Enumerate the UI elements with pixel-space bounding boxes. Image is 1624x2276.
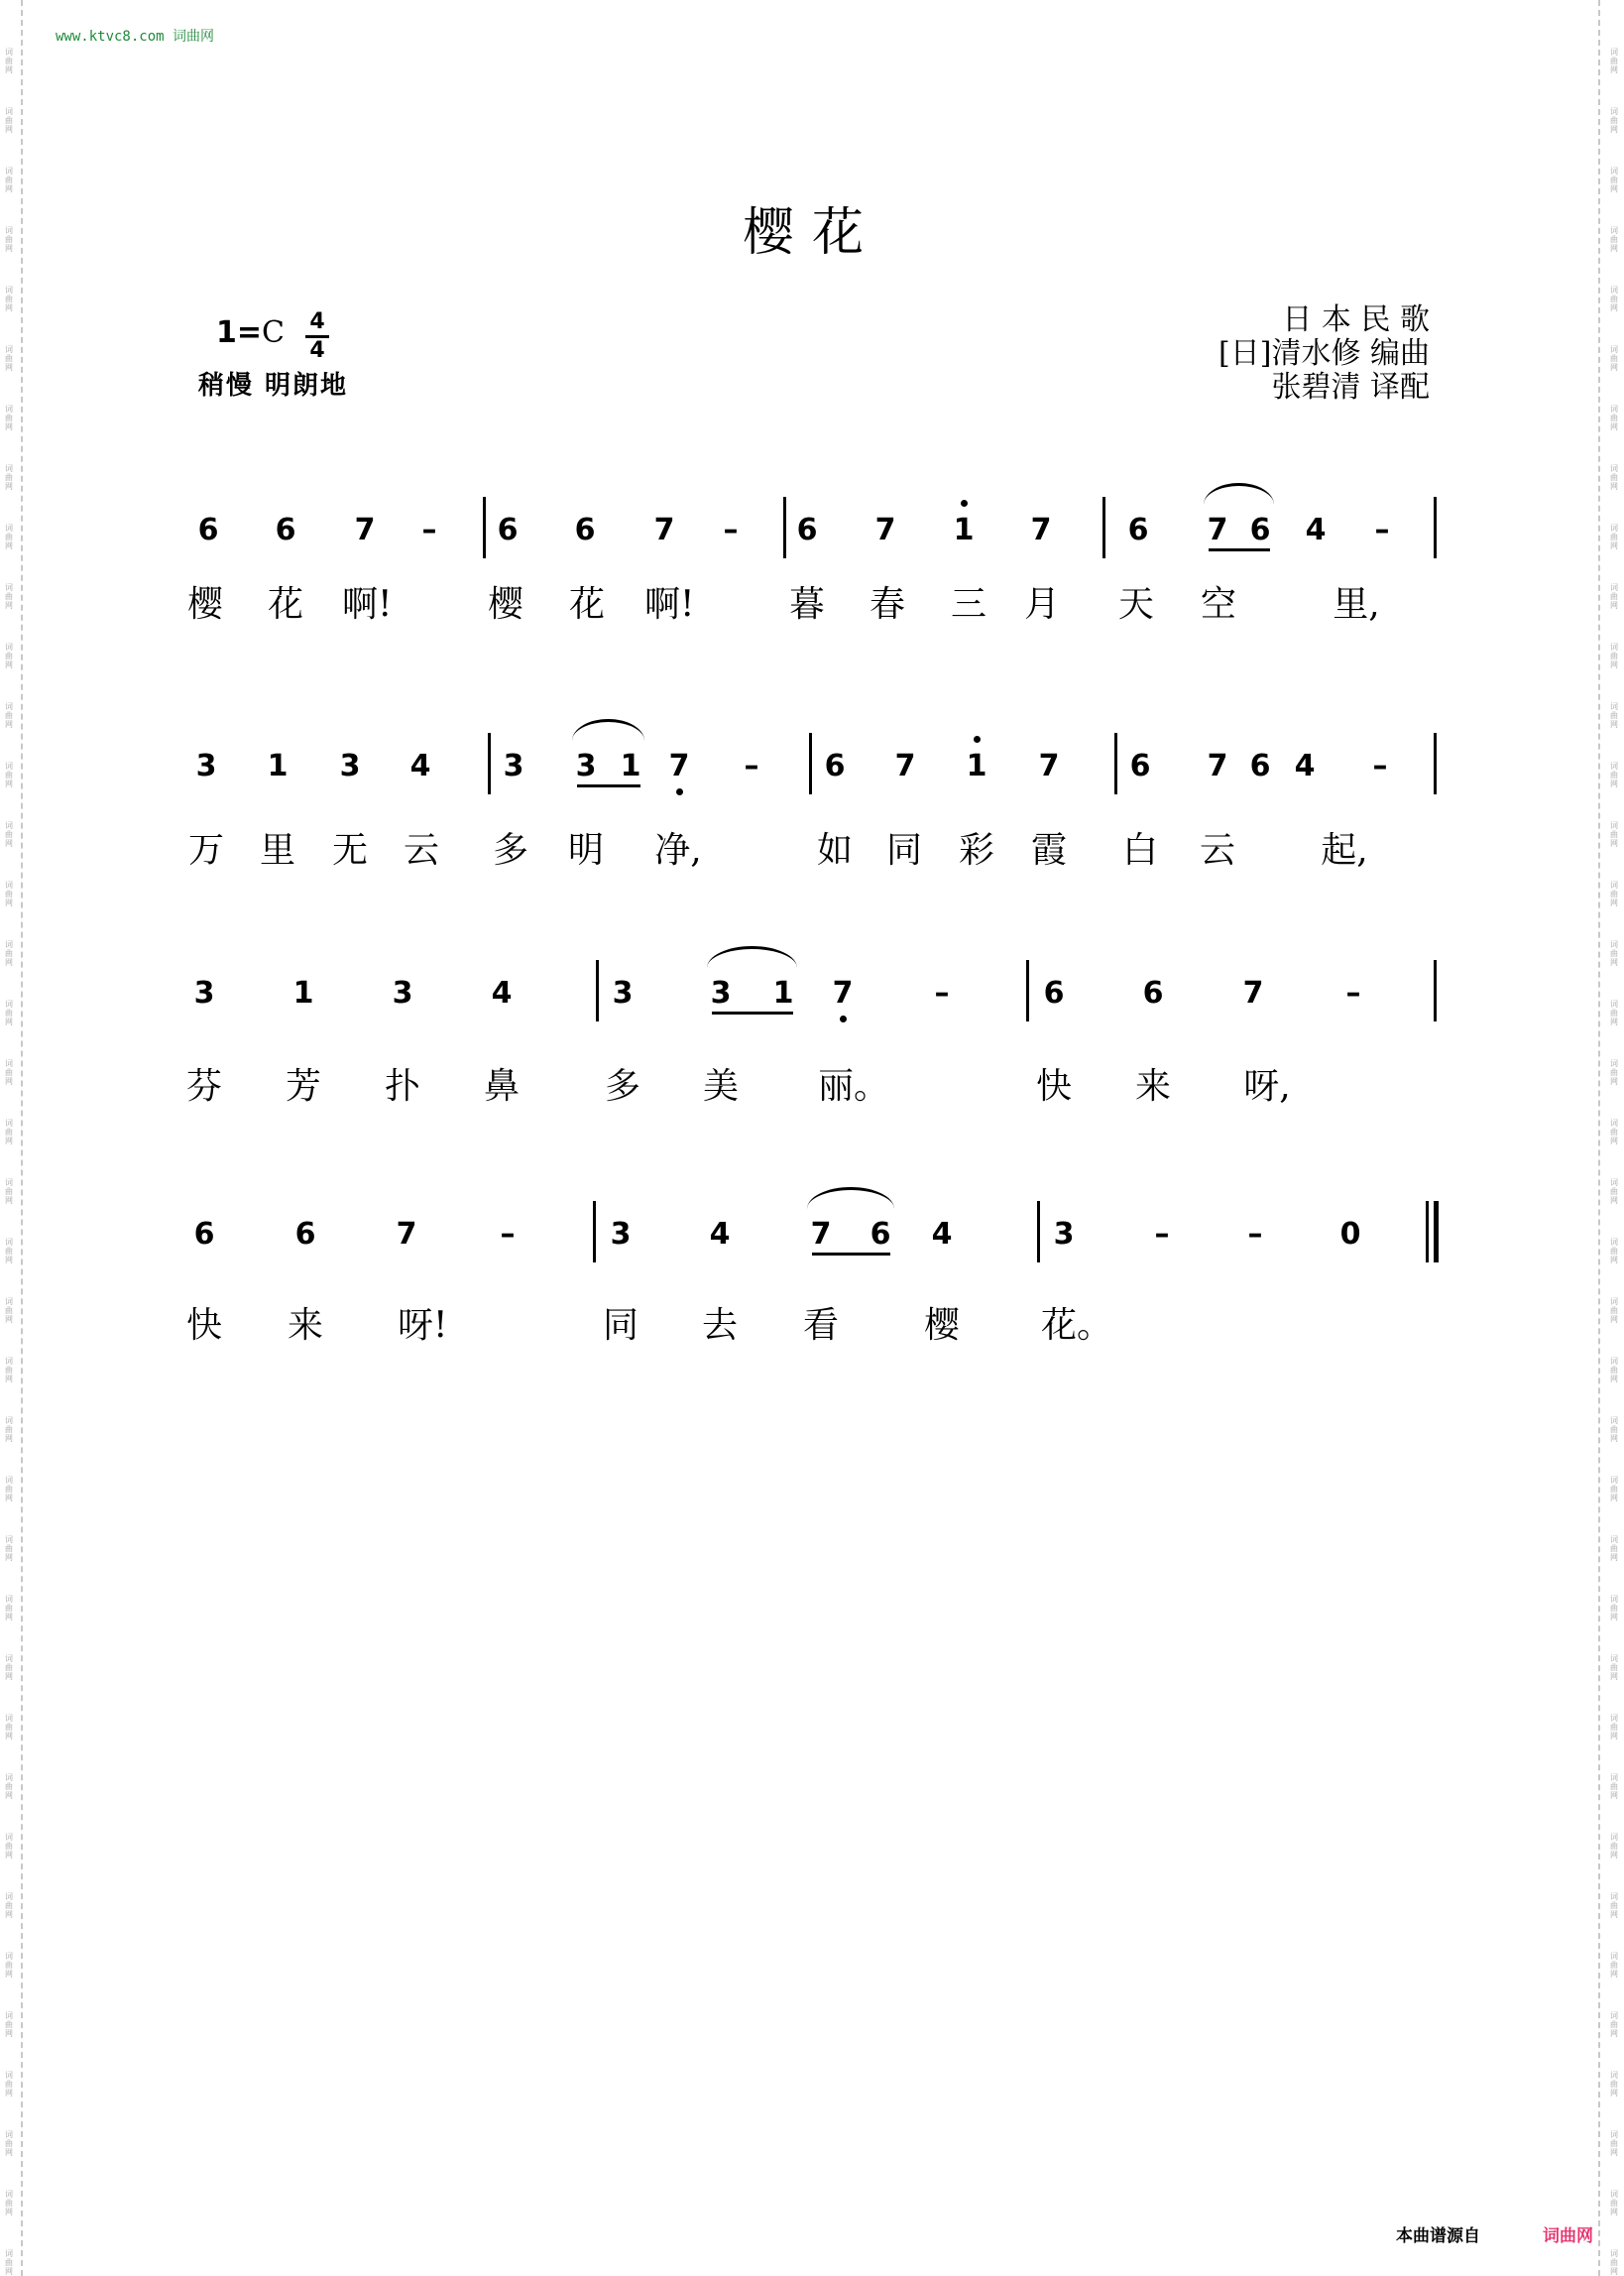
low-octave-dot [676,788,683,795]
lyric-syllable: 鼻 [483,1066,520,1107]
note-6: 6 [824,749,846,783]
time-numerator: 4 [309,309,325,334]
lyric-syllable: 来 [1134,1066,1171,1107]
eighth-underline [712,1012,793,1015]
edge-watermark: 词 曲 网 [1610,583,1618,610]
lyric-syllable: 扑 [384,1066,420,1107]
edge-watermark: 词 曲 网 [5,643,13,669]
credits-block [1218,303,1430,405]
edge-watermark: 词 曲 网 [5,1595,13,1621]
note-6: 6 [275,513,296,547]
edge-watermark: 词 曲 网 [5,1654,13,1681]
note-7: 7 [1207,749,1228,783]
edge-watermark: 词 曲 网 [5,583,13,610]
edge-watermark: 词 曲 网 [5,940,13,967]
edge-watermark: 词 曲 网 [1610,821,1618,848]
edge-watermark: 词 曲 网 [5,1238,13,1264]
edge-watermark: 词 曲 网 [5,2071,13,2097]
note-6: 6 [294,1217,316,1252]
edge-watermark: 词 曲 网 [1610,405,1618,431]
lyric-syllable: 樱 [923,1305,960,1346]
barline [1434,733,1437,794]
lyric-syllable: 芳 [285,1066,321,1107]
edge-watermark: 词 曲 网 [1610,1595,1618,1621]
edge-watermark: 词 曲 网 [1610,702,1618,729]
sustain-dash: – [934,976,950,1011]
lyric-syllable: 多 [604,1066,640,1107]
key-letter: C [262,315,285,350]
edge-watermark: 词 曲 网 [5,48,13,74]
note-3: 3 [610,1217,632,1252]
edge-watermark: 词 曲 网 [1610,1773,1618,1800]
lyric-syllable: 彩 [958,830,994,871]
barline [809,733,812,794]
note-4: 4 [1294,749,1316,783]
note-7: 7 [1030,513,1052,547]
edge-watermark: 词 曲 网 [5,2249,13,2276]
edge-watermark: 词 曲 网 [1610,1238,1618,1264]
edge-watermark: 词 曲 网 [1610,762,1618,788]
lyric-syllable: 快 [1035,1066,1072,1107]
edge-watermark: 词 曲 网 [5,1892,13,1919]
lyric-syllable: 看 [802,1305,839,1346]
sustain-dash: – [1154,1217,1170,1252]
edge-watermark: 词 曲 网 [5,107,13,134]
note-7: 7 [874,513,896,547]
note-7: 7 [810,1217,832,1252]
edge-watermark: 词 曲 网 [5,167,13,193]
note-1: 1 [292,976,314,1011]
note-7: 7 [832,976,854,1011]
edge-watermark: 词 曲 网 [1610,1476,1618,1502]
lyric-syllable: 同 [602,1305,638,1346]
edge-watermark: 词 曲 网 [5,1416,13,1443]
credit-arranger: [日]清水修 编曲 [1218,336,1430,371]
note-4: 4 [1305,513,1327,547]
lyric-syllable: 明 [567,830,604,871]
key-prefix: 1= [216,315,263,350]
note-7: 7 [653,513,675,547]
edge-watermark: 词 曲 网 [1610,1059,1618,1086]
note-7: 7 [1207,513,1228,547]
edge-watermark: 词 曲 网 [1610,2249,1618,2276]
note-6: 6 [1142,976,1164,1011]
tie-arc [1204,483,1274,505]
low-octave-dot [840,1016,847,1022]
edge-watermark: 词 曲 网 [1610,1654,1618,1681]
edge-watermark: 词 曲 网 [5,524,13,550]
credit-origin: 日 本 民 歌 [1282,302,1430,337]
note-6: 6 [1249,513,1271,547]
edge-watermark: 词 曲 网 [5,1119,13,1145]
edge-watermark: 词 曲 网 [1610,2011,1618,2038]
edge-watermark: 词 曲 网 [1610,1535,1618,1562]
note-7: 7 [1242,976,1264,1011]
edge-watermark: 词 曲 网 [5,1357,13,1383]
footer-site-link[interactable]: 词曲网 [1543,2226,1593,2246]
key-signature [216,315,285,350]
edge-watermark: 词 曲 网 [1610,940,1618,967]
lyric-syllable: 春 [869,584,905,625]
lyric-syllable: 花。 [1041,1305,1113,1346]
tempo-marking: 稍慢 明朗地 [198,371,349,401]
note-6: 6 [870,1217,891,1252]
right-border-line [1598,0,1600,2276]
high-octave-dot [974,736,981,743]
eighth-underline [1209,548,1270,551]
note-3: 3 [339,749,361,783]
note-6: 6 [1043,976,1065,1011]
edge-watermark: 词 曲 网 [1610,345,1618,372]
barline [483,497,486,558]
edge-watermark: 词 曲 网 [1610,2190,1618,2216]
footer-source-label: 本曲谱源自 [1396,2226,1480,2246]
barline [488,733,491,794]
note-6: 6 [197,513,219,547]
edge-watermark: 词 曲 网 [1610,1178,1618,1205]
barline [783,497,786,558]
edge-watermark: 词 曲 网 [5,1059,13,1086]
lyric-syllable: 里 [259,830,295,871]
site-url: www.ktvc8.com [56,29,165,45]
note-3: 3 [195,749,217,783]
note-6: 6 [1249,749,1271,783]
lyric-syllable: 快 [185,1305,222,1346]
note-4: 4 [491,976,513,1011]
edge-watermark: 词 曲 网 [5,1476,13,1502]
edge-watermark: 词 曲 网 [1610,1000,1618,1026]
edge-watermark: 词 曲 网 [5,2130,13,2157]
edge-watermark: 词 曲 网 [1610,286,1618,312]
barline [1434,497,1437,558]
sustain-dash: – [1374,513,1390,547]
credit-translator: 张碧清 译配 [1271,370,1430,405]
sustain-dash: – [1247,1217,1263,1252]
site-name: 词曲网 [173,29,215,45]
lyric-syllable: 去 [701,1305,738,1346]
note-6: 6 [497,513,519,547]
note-1: 1 [772,976,794,1011]
note-6: 6 [193,1217,215,1252]
lyric-syllable: 空 [1200,584,1236,625]
final-barline-thick [1434,1201,1439,1262]
note-3: 3 [1053,1217,1075,1252]
edge-watermark: 词 曲 网 [1610,2071,1618,2097]
edge-watermark: 词 曲 网 [5,1952,13,1978]
lyric-syllable: 樱 [186,584,223,625]
note-7: 7 [1038,749,1060,783]
edge-watermark: 词 曲 网 [5,226,13,253]
tie-arc [807,1187,894,1209]
edge-watermark: 词 曲 网 [1610,1833,1618,1859]
edge-watermark: 词 曲 网 [5,286,13,312]
lyric-syllable: 花 [267,584,303,625]
eighth-underline [812,1253,890,1256]
note-1: 1 [267,749,289,783]
edge-watermark: 词 曲 网 [1610,464,1618,491]
barline [1434,960,1437,1021]
time-signature [303,309,331,364]
edge-watermark: 词 曲 网 [5,1000,13,1026]
barline [1026,960,1029,1021]
barline [596,960,599,1021]
edge-watermark: 词 曲 网 [5,821,13,848]
lyric-syllable: 樱 [487,584,523,625]
song-title: 樱花 [742,203,881,263]
lyric-syllable: 白 [1121,830,1158,871]
sustain-dash: – [500,1217,516,1252]
note-3: 3 [193,976,215,1011]
lyric-syllable: 呀, [1243,1066,1291,1107]
edge-watermark: 词 曲 网 [5,1297,13,1324]
lyric-syllable: 三 [950,584,986,625]
lyric-syllable: 啊! [342,584,393,625]
final-barline-thin [1426,1201,1429,1262]
edge-watermark: 词 曲 网 [5,1178,13,1205]
note-6: 6 [1129,749,1151,783]
lyric-syllable: 起, [1321,830,1368,871]
barline [1102,497,1105,558]
lyric-syllable: 花 [568,584,605,625]
note-3: 3 [503,749,524,783]
edge-watermark: 词 曲 网 [5,881,13,907]
sustain-dash: – [1345,976,1361,1011]
edge-watermark: 词 曲 网 [5,2011,13,2038]
sustain-dash: – [723,513,739,547]
barline [1037,1201,1040,1262]
edge-watermark: 词 曲 网 [1610,524,1618,550]
left-border-line [21,0,23,2276]
edge-watermark: 词 曲 网 [1610,1952,1618,1978]
edge-watermark: 词 曲 网 [5,1714,13,1740]
high-octave-dot [961,500,968,507]
edge-watermark: 词 曲 网 [1610,881,1618,907]
lyric-syllable: 美 [702,1066,739,1107]
edge-watermark: 词 曲 网 [5,1833,13,1859]
edge-watermark: 词 曲 网 [1610,643,1618,669]
edge-watermark: 词 曲 网 [5,702,13,729]
lyric-syllable: 月 [1023,584,1060,625]
lyric-syllable: 天 [1117,584,1154,625]
edge-watermark: 词 曲 网 [5,2190,13,2216]
edge-watermark: 词 曲 网 [5,464,13,491]
note-7: 7 [354,513,376,547]
lyric-syllable: 云 [403,830,439,871]
edge-watermark: 词 曲 网 [1610,1119,1618,1145]
tie-arc [572,719,644,741]
lyric-syllable: 同 [885,830,922,871]
edge-watermark: 词 曲 网 [1610,48,1618,74]
note-1: 1 [953,513,975,547]
lyric-syllable: 无 [331,830,368,871]
note-4: 4 [409,749,431,783]
note-7: 7 [396,1217,417,1252]
lyric-syllable: 芬 [185,1066,222,1107]
note-3: 3 [575,749,597,783]
note-1: 1 [966,749,987,783]
lyric-syllable: 呀! [398,1305,448,1346]
edge-watermark: 词 曲 网 [1610,226,1618,253]
edge-watermark: 词 曲 网 [5,405,13,431]
lyric-syllable: 如 [816,830,853,871]
lyric-syllable: 暮 [788,584,825,625]
barline [1114,733,1117,794]
lyric-syllable: 万 [187,830,224,871]
lyric-syllable: 啊! [644,584,695,625]
time-denominator: 4 [309,338,325,363]
site-header [56,26,214,46]
note-4: 4 [931,1217,953,1252]
note-0: 0 [1339,1217,1361,1252]
lyric-syllable: 丽。 [818,1066,890,1107]
edge-watermark: 词 曲 网 [1610,2130,1618,2157]
lyric-syllable: 净, [654,830,702,871]
note-6: 6 [1127,513,1149,547]
edge-watermark: 词 曲 网 [5,762,13,788]
edge-watermark: 词 曲 网 [1610,1357,1618,1383]
note-7: 7 [668,749,690,783]
sustain-dash: – [1372,749,1388,783]
edge-watermark: 词 曲 网 [5,1773,13,1800]
edge-watermark: 词 曲 网 [1610,1416,1618,1443]
edge-watermark: 词 曲 网 [1610,1297,1618,1324]
note-4: 4 [709,1217,731,1252]
barline [593,1201,596,1262]
sustain-dash: – [744,749,759,783]
edge-watermark: 词 曲 网 [5,345,13,372]
lyric-syllable: 霞 [1030,830,1067,871]
edge-watermark: 词 曲 网 [1610,1714,1618,1740]
note-6: 6 [574,513,596,547]
note-7: 7 [894,749,916,783]
lyric-syllable: 里, [1333,584,1380,625]
note-3: 3 [392,976,413,1011]
edge-watermark: 词 曲 网 [1610,1892,1618,1919]
edge-watermark: 词 曲 网 [1610,107,1618,134]
note-6: 6 [796,513,818,547]
lyric-syllable: 云 [1199,830,1235,871]
edge-watermark: 词 曲 网 [1610,167,1618,193]
note-3: 3 [710,976,732,1011]
lyric-syllable: 来 [287,1305,323,1346]
note-1: 1 [620,749,641,783]
edge-watermark: 词 曲 网 [5,1535,13,1562]
note-3: 3 [612,976,634,1011]
eighth-underline [577,784,640,787]
tie-arc [707,946,797,968]
sustain-dash: – [421,513,437,547]
lyric-syllable: 多 [492,830,528,871]
